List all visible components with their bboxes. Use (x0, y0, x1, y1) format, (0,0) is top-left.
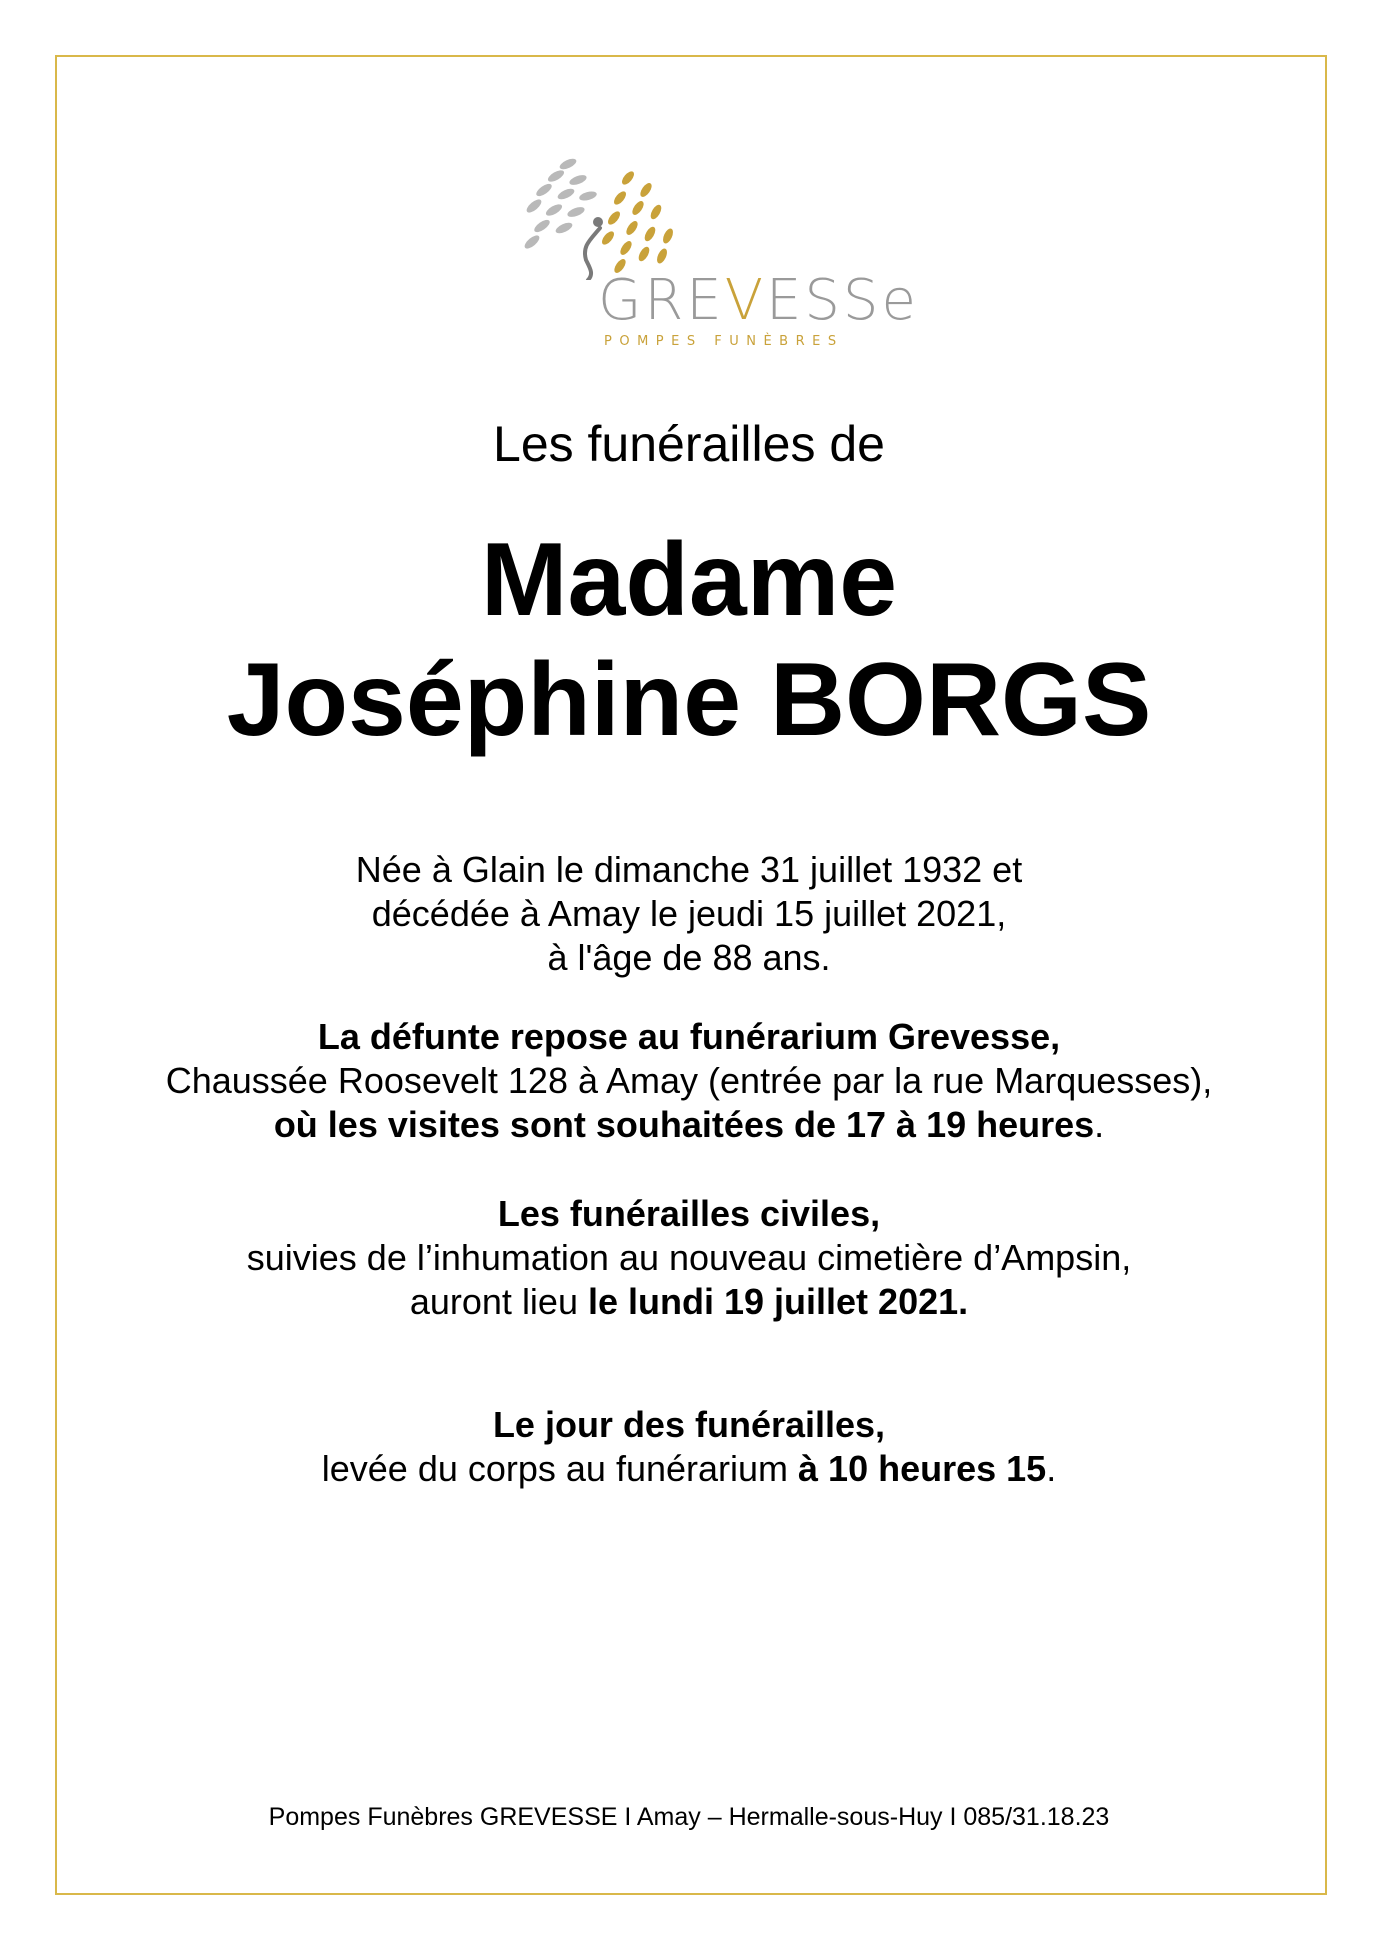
repose-address: Chaussée Roosevelt 128 à Amay (entrée par la rue Marquesses), (165, 1060, 1213, 1101)
ceremony-heading: Les funérailles civiles, (497, 1193, 881, 1234)
death-line: décédée à Amay le jeudi 15 juillet 2021, (371, 893, 1007, 934)
grevesse-logo (520, 150, 919, 350)
day-of-info (0, 1403, 1378, 1491)
footer-contact: Pompes Funèbres GREVESSE I Amay – Hermalle-sous-Huy I 085/31.18.23 (268, 1803, 1110, 1831)
tree-figure-icon (520, 150, 880, 280)
logo-wordmark: GREVESSe (598, 268, 919, 333)
visit-hours: où les visites sont souhaitées de 17 à 19 heures. (273, 1104, 1105, 1145)
day-of-heading: Le jour des funérailles, (492, 1404, 886, 1445)
birth-line: Née à Glain le dimanche 31 juillet 1932 et (355, 849, 1023, 890)
birth-death-info (0, 848, 1378, 980)
ceremony-date: auront lieu le lundi 19 juillet 2021. (409, 1281, 969, 1322)
logo-tagline: POMPES FUNÈBRES (604, 334, 844, 349)
name-full: Joséphine BORGS (226, 642, 1152, 758)
repose-info (0, 1015, 1378, 1147)
age-line: à l'âge de 88 ans. (547, 937, 831, 978)
repose-heading: La défunte repose au funérarium Grevesse, (317, 1016, 1061, 1057)
name-title: Madame (480, 522, 898, 638)
ceremony-info (0, 1192, 1378, 1324)
deceased-name (0, 520, 1378, 760)
intro-heading: Les funérailles de (493, 416, 885, 472)
burial-line: suivies de l’inhumation au nouveau cimetière d’Ampsin, (246, 1237, 1132, 1278)
departure-time: levée du corps au funérarium à 10 heures 15. (321, 1448, 1057, 1489)
